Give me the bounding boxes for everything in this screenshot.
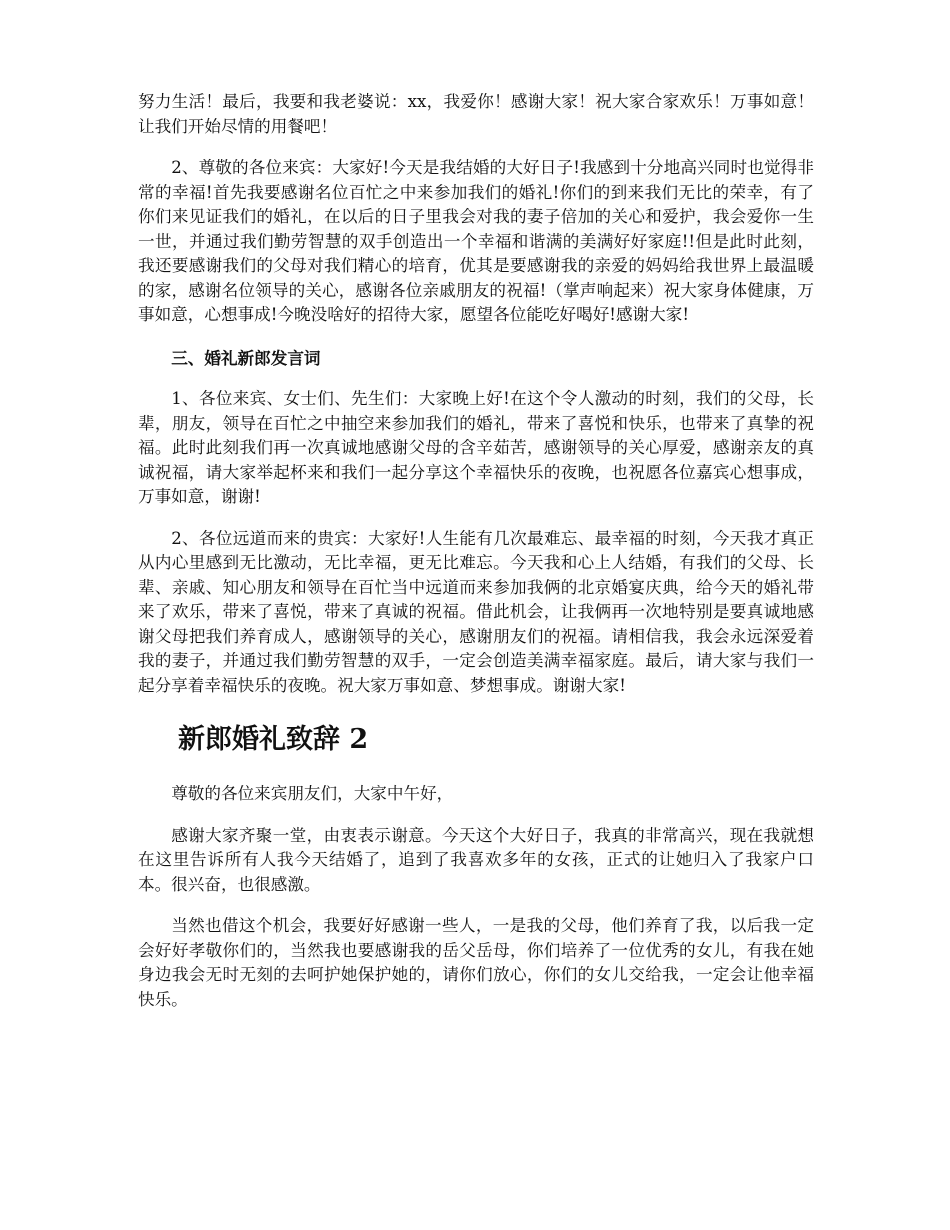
paragraph-thanks: 感谢大家齐聚一堂，由衷表示谢意。今天这个大好日子，我真的非常高兴，现在我就想在这里告诉所有人我今天结婚了，追到了我喜欢多年的女孩，正式的让她归入了我家户口本。很兴奋，也很感激。 — [138, 825, 814, 894]
paragraph-greeting: 尊敬的各位来宾朋友们，大家中午好， — [171, 784, 454, 803]
document-page — [138, 90, 814, 1012]
paragraph-closing: 努力生活！最后，我要和我老婆说：xx，我爱你！感谢大家！祝大家合家欢乐！万事如意！让我们开始尽情的用餐吧！ — [138, 92, 814, 136]
paragraph-groom-speech-1: 1、各位来宾、女士们、先生们：大家晚上好!在这个令人激动的时刻，我们的父母，长辈，朋友，领导在百忙之中抽空来参加我们的婚礼，带来了喜悦和快乐，也带来了真挚的祝福。此时此刻我们再一次真诚地感谢父母的含辛茹苦，感谢领导的关心厚爱，感谢亲友的真诚祝福，请大家举起杯来和我们一起分享这个幸福快乐的夜晚，也祝愿各位嘉宾心想事成，万事如意，谢谢! — [138, 389, 814, 506]
document-title: 新郎婚礼致辞 2 — [178, 724, 369, 755]
paragraph-parents: 当然也借这个机会，我要好好感谢一些人，一是我的父母，他们养育了我，以后我一定会好好孝敬你们的，当然我也要感谢我的岳父岳母，你们培养了一位优秀的女儿，有我在她身边我会无时无刻的去呵护她保护她的，请你们放心，你们的女儿交给我，一定会让他幸福快乐。 — [138, 916, 814, 1009]
paragraph-groom-speech-2: 2、各位远道而来的贵宾：大家好!人生能有几次最难忘、最幸福的时刻，今天我才真正从内心里感到无比激动，无比幸福，更无比难忘。今天我和心上人结婚，有我们的父母、长辈、亲戚、知心朋友和领导在百忙当中远道而来参加我俩的北京婚宴庆典，给今天的婚礼带来了欢乐，带来了喜悦，带来了真诚的祝福。借此机会，让我俩再一次地特别是要真诚地感谢父母把我们养育成人，感谢领导的关心，感谢朋友们的祝福。请相信我，我会永远深爱着我的妻子，并通过我们勤劳智慧的双手，一定会创造美满幸福家庭。最后，请大家与我们一起分享着幸福快乐的夜晚。祝大家万事如意、梦想事成。谢谢大家! — [138, 528, 814, 695]
paragraph-speech-2: 2、尊敬的各位来宾：大家好!今天是我结婚的大好日子!我感到十分地高兴同时也觉得非常的幸福!首先我要感谢名位百忙之中来参加我们的婚礼!你们的到来我们无比的荣幸，有了你们来见证我们的婚礼，在以后的日子里我会对我的妻子倍加的关心和爱护，我会爱你一生一世，并通过我们勤劳智慧的双手创造出一个幸福和谐满的美满好好家庭!!但是此时此刻，我还要感谢我们的父母对我们精心的培育，优其是要感谢我的亲爱的妈妈给我世界上最温暖的家，感谢名位领导的关心，感谢各位亲戚朋友的祝福!（掌声响起来）祝大家身体健康，万事如意，心想事成!今晚没啥好的招待大家，愿望各位能吃好喝好!感谢大家! — [138, 158, 814, 324]
section-heading: 三、婚礼新郎发言词 — [171, 347, 321, 368]
